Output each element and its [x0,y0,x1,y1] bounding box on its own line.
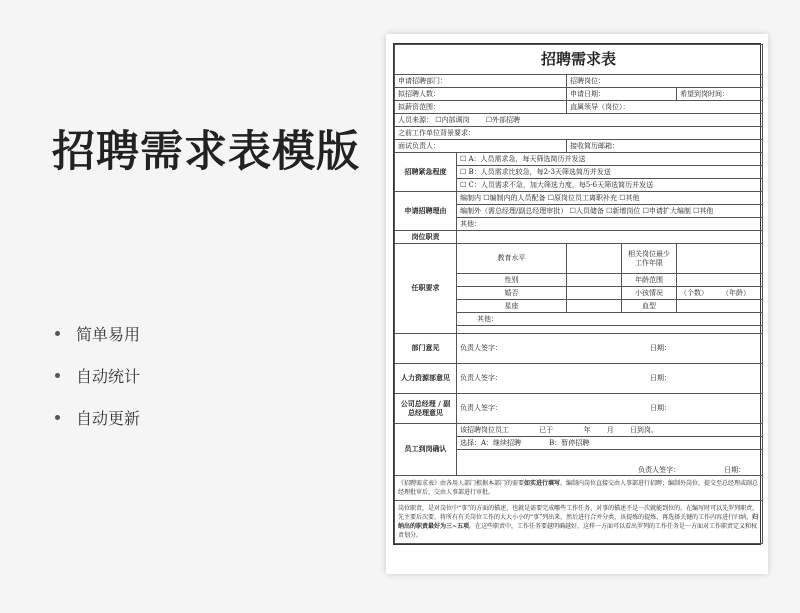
date-label: 日期： [650,374,671,383]
signer-label: 负责人签字： [460,404,502,413]
confirm-text: 月 [606,425,614,434]
urgency-label: 招聘紧急程度 [395,153,457,192]
resume-email-field: 接收简历邮箱： [567,140,763,153]
urgency-option-c: ☐ C：人员需求不急，加大筛选力度，每5-6天筛选简历并发送 [457,179,763,192]
apply-date-field: 申请日期： [567,88,677,101]
salary-field: 拟薪资范围： [395,101,567,114]
choice-label: 选择：A：继续招聘 [460,438,522,447]
date-label: 日期： [724,466,746,475]
bullet-dot-icon [55,415,60,420]
hr-opinion-label: 人力资源部意见 [395,364,457,394]
child-count: （个数） [680,288,708,297]
form-note-2 [395,501,763,544]
child-age: （年龄） [722,288,750,297]
reason-out-budget: 编制外（需总经理/副总经理审批） ☐人员储备 ☐新增岗位 ☐申请扩大编制 ☐其他 [457,205,763,218]
gm-opinion-label: 公司总经理 / 副总经理意见 [395,394,457,424]
feature-item [55,312,140,354]
dept-field: 申请招聘部门： [395,75,567,88]
feature-label: 简单易用 [76,324,141,344]
note-emphasis: 归纳出的职责最好为三~五项 [398,514,759,530]
arrival-confirm-label: 员工到岗确认 [395,424,457,476]
gender-label: 性别 [457,274,567,287]
urgency-option-b: ☐ B：人员需求比较急，每2-3天筛选简历并发送 [457,166,763,179]
gm-opinion-field [457,394,763,424]
headcount-field: 拟招聘人数： [395,88,567,101]
feature-label: 自动更新 [76,408,141,428]
form-note-1 [395,476,763,501]
background-field: 之前工作单位背景要求： [395,127,763,140]
feature-item [55,396,140,438]
reason-other: 其他： [457,218,763,231]
form-preview-sheet [386,34,768,574]
confirm-text: 该招聘岗位员工 [460,425,509,434]
recruitment-form [393,43,761,545]
reason-label: 申请招聘理由 [395,192,457,231]
confirm-text: 日到岗。 [629,425,658,434]
age-label: 年龄范围 [622,274,677,287]
signer-label: 负责人签字： [460,344,502,353]
confirm-text: 已于 [539,425,554,434]
qualification-other: 其他： [457,313,763,326]
signer-label: 负责人签字： [638,466,681,475]
interviewer-field: 面试负责人： [395,140,567,153]
zodiac-label: 星座 [457,300,567,313]
blood-label: 血型 [622,300,677,313]
note-text: 岗位职责，是对岗位中“事”的方面的描述，也就是需要完成哪些工作任务。对事的描述不是一次就能到位的，在编写时可以先罗列职责，先主要后次要，将所有有关岗位工作的大大小小的“事”列出来，然后进行合并分类，该提炼的提炼，再选择关键的工作内容进行归纳， [398,505,759,521]
date-label: 日期： [650,404,671,413]
duty-field [457,231,763,244]
note-text: 。编制内岗位直接交由人事部进行招聘；编制外岗位，提交至总经理或副总经理批审后，交由人事部进行审批。 [398,480,759,496]
dept-opinion-field [457,334,763,364]
feature-list [55,312,140,438]
feature-label: 自动统计 [76,366,141,386]
source-label: 人员来源： [398,115,433,124]
feature-item [55,354,140,396]
note-text: 《招聘需求表》由各用人部门根据本部门的需要 [398,480,525,487]
duty-label: 岗位职责 [395,231,457,244]
marital-label: 婚否 [457,287,567,300]
bullet-dot-icon [55,331,60,336]
date-label: 日期： [650,344,671,353]
dept-opinion-label: 部门意见 [395,334,457,364]
confirm-text: 年 [583,425,591,434]
leader-field: 直属领导（岗位）： [567,101,763,114]
form-title: 招聘需求表 [395,45,763,75]
qualification-label: 任职要求 [395,244,457,334]
position-field: 招聘岗位： [567,75,763,88]
choice-b: B：暂停招聘 [549,438,590,447]
experience-label: 相关岗位最少工作年限 [622,244,677,274]
children-label: 小孩情况 [622,287,677,300]
education-label: 教育水平 [457,244,567,274]
signer-label: 负责人签字： [460,374,502,383]
children-field [677,287,763,300]
arrival-date-field: 希望到岗时间： [677,88,763,101]
note-emphasis: 如实进行填写 [524,480,561,487]
source-external-checkbox: ☐外部招聘 [485,115,521,124]
note-text: 。在这些职责中，工作任务要越明确越好，这样一方面可以看出罗列的工作任务是一方面对工作职责定义和权责划分。 [398,523,758,539]
urgency-option-a: ☐ A：人员需求急，每天筛选简历并发送 [457,153,763,166]
bullet-dot-icon [55,373,60,378]
reason-in-budget: 编制内 ☐编制内的人员配备 ☐原岗位员工离职补充 ☐其他 [457,192,763,205]
promo-title: 招聘需求表模版 [52,127,360,177]
confirm-signature [457,450,763,476]
hr-opinion-field [457,364,763,394]
continue-choice [457,437,763,450]
source-field [395,114,763,127]
arrival-confirm-line [457,424,763,437]
source-internal-checkbox: ☐内部调岗 [435,115,470,124]
